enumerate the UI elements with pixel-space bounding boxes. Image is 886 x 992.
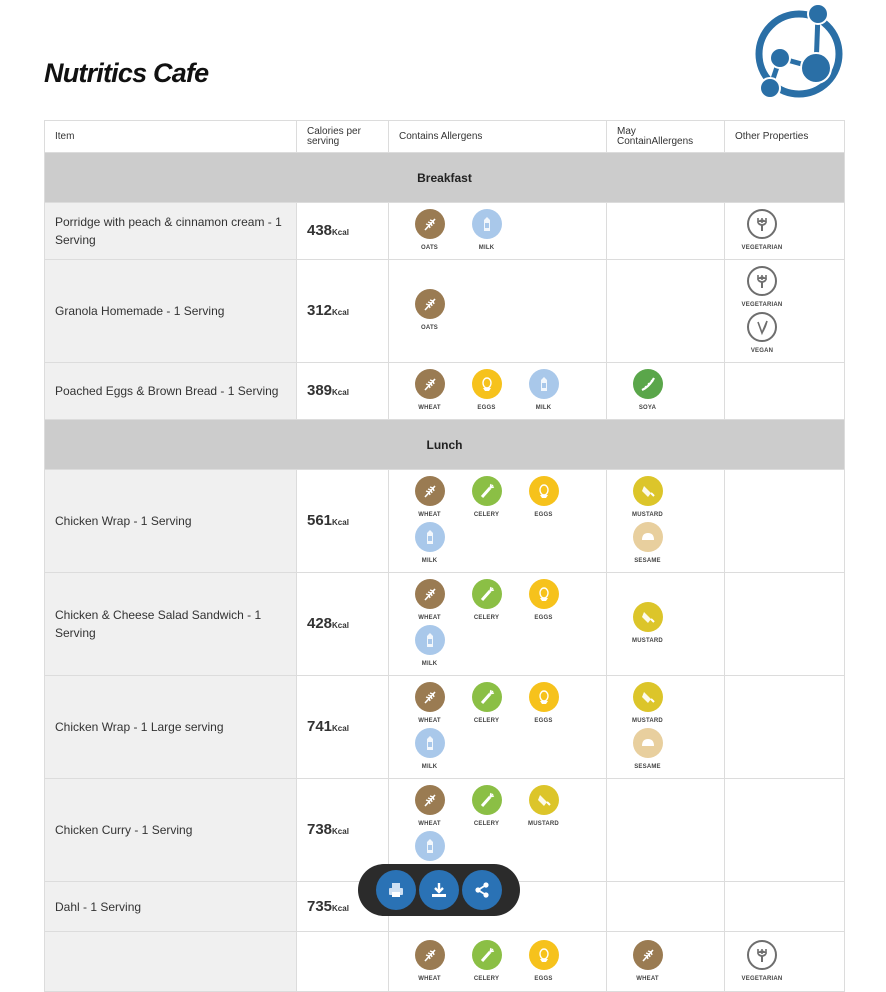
allergen-label: VEGETARIAN: [741, 245, 783, 251]
contains-cell: [389, 932, 607, 992]
allergen-label: MILK: [421, 661, 438, 667]
badge-circle: [415, 831, 445, 861]
allergen-label: CELERY: [473, 821, 500, 827]
calories-cell: [297, 203, 389, 260]
calories-value: 735: [307, 897, 333, 915]
item-name: Dahl - 1 Serving: [45, 882, 297, 932]
column-header-calories: Calories per serving: [297, 121, 389, 153]
allergen-label: MUSTARD: [528, 821, 559, 827]
allergen-badge: [619, 602, 676, 644]
mustard-icon: [639, 482, 657, 500]
calories-value: 561: [307, 512, 333, 529]
icon-list: [725, 619, 844, 629]
allergen-label: SESAME: [634, 558, 661, 564]
print-button[interactable]: [376, 870, 416, 910]
sesame-icon: [639, 528, 657, 546]
section-title: Breakfast: [45, 153, 845, 203]
allergen-label: EGGS: [477, 405, 496, 411]
allergen-label: MUSTARD: [632, 718, 663, 724]
allergen-badge: [401, 209, 458, 251]
allergen-label: WHEAT: [418, 615, 441, 621]
calories-cell: [297, 676, 389, 779]
nutritics-logo: [750, 2, 846, 102]
allergen-label: VEGETARIAN: [741, 302, 783, 308]
item-name: Chicken Wrap - 1 Large serving: [45, 676, 297, 779]
badge-circle: [747, 209, 777, 239]
floating-toolbar: [358, 864, 520, 916]
allergen-label: EGGS: [534, 718, 553, 724]
calories-value: 312: [307, 302, 333, 319]
vegetarian-icon: [753, 215, 771, 233]
contains-cell: [389, 573, 607, 676]
icon-list: [607, 363, 724, 419]
badge-circle: [633, 940, 663, 970]
allergen-badge: [515, 369, 572, 411]
item-name: Chicken Wrap - 1 Serving: [45, 470, 297, 573]
print-icon: [387, 881, 405, 899]
badge-circle: [415, 728, 445, 758]
calories-value: 738: [307, 821, 333, 838]
calories-unit: Kcal: [332, 724, 349, 733]
badge-circle: [472, 476, 502, 506]
milk-icon: [535, 375, 553, 393]
icon-list: [725, 516, 844, 526]
badge-circle: [472, 682, 502, 712]
sesame-icon: [639, 734, 657, 752]
badge-circle: [472, 940, 502, 970]
calories-value: 389: [307, 382, 333, 399]
oats-icon: [421, 215, 439, 233]
icon-list: [725, 934, 844, 990]
badge-circle: [633, 602, 663, 632]
badge-circle: [472, 369, 502, 399]
allergen-label: CELERY: [473, 975, 500, 982]
allergen-label: VEGETARIAN: [741, 975, 783, 982]
celery-icon: [478, 791, 496, 809]
allergen-badge: [515, 476, 572, 518]
allergen-badge: [733, 940, 791, 982]
allergen-badge: [733, 312, 791, 354]
allergen-badge: [401, 579, 458, 621]
badge-circle: [633, 728, 663, 758]
icon-list: [389, 470, 606, 572]
may-contain-cell: [607, 932, 725, 992]
allergen-label: WHEAT: [418, 405, 441, 411]
table-row: [45, 363, 845, 420]
item-name: [45, 932, 297, 992]
allergen-label: EGGS: [534, 512, 553, 518]
badge-circle: [415, 940, 445, 970]
wheat-icon: [421, 791, 439, 809]
icon-list: [389, 934, 606, 990]
other-cell: [725, 260, 845, 363]
allergen-badge: [401, 289, 458, 331]
allergen-label: SOYA: [638, 405, 657, 411]
badge-circle: [472, 579, 502, 609]
share-button[interactable]: [462, 870, 502, 910]
allergen-badge: [401, 522, 458, 564]
badge-circle: [472, 209, 502, 239]
other-cell: [725, 676, 845, 779]
badge-circle: [747, 312, 777, 342]
wheat-icon: [421, 946, 439, 964]
table-row: [45, 932, 845, 992]
badge-circle: [415, 369, 445, 399]
calories-unit: Kcal: [332, 827, 349, 836]
milk-icon: [421, 528, 439, 546]
contains-cell: [389, 363, 607, 420]
badge-circle: [472, 785, 502, 815]
icon-list: [607, 596, 724, 652]
allergen-badge: [401, 369, 458, 411]
other-cell: [725, 363, 845, 420]
allergen-badge: [733, 266, 791, 308]
download-button[interactable]: [419, 870, 459, 910]
contains-cell: [389, 203, 607, 260]
allergen-label: WHEAT: [418, 975, 441, 982]
calories-unit: Kcal: [332, 903, 349, 913]
allergen-badge: [458, 785, 515, 827]
vegetarian-icon: [753, 946, 771, 964]
celery-icon: [478, 482, 496, 500]
celery-icon: [478, 946, 496, 964]
badge-circle: [633, 522, 663, 552]
wheat-icon: [421, 585, 439, 603]
icon-list: [607, 226, 724, 236]
allergen-badge: [619, 522, 676, 564]
other-cell: [725, 573, 845, 676]
item-name: Chicken Curry - 1 Serving: [45, 779, 297, 882]
calories-value: 428: [307, 615, 333, 632]
allergen-label: WHEAT: [418, 821, 441, 827]
allergen-badge: [515, 785, 572, 827]
badge-circle: [529, 369, 559, 399]
other-cell: [725, 779, 845, 882]
badge-circle: [415, 579, 445, 609]
calories-cell: [297, 573, 389, 676]
badge-circle: [633, 476, 663, 506]
allergen-label: SESAME: [634, 764, 661, 770]
icon-list: [607, 934, 724, 990]
table-row: [45, 573, 845, 676]
item-name: Poached Eggs & Brown Bread - 1 Serving: [45, 363, 297, 420]
allergen-label: OATS: [420, 325, 439, 331]
calories-unit: Kcal: [332, 388, 349, 397]
badge-circle: [633, 682, 663, 712]
column-header-other: Other Properties: [725, 121, 845, 153]
egg-icon: [535, 482, 553, 500]
allergen-label: CELERY: [473, 718, 500, 724]
icon-list: [389, 676, 606, 778]
icon-list: [607, 902, 724, 912]
icon-list: [725, 902, 844, 912]
allergen-label: EGGS: [534, 615, 553, 621]
badge-circle: [633, 369, 663, 399]
icon-list: [725, 260, 844, 362]
milk-icon: [421, 631, 439, 649]
allergen-label: CELERY: [473, 512, 500, 518]
calories-unit: Kcal: [332, 621, 349, 630]
allergen-badge: [401, 785, 458, 827]
icon-list: [389, 203, 606, 259]
column-header-contains: Contains Allergens: [389, 121, 607, 153]
may-contain-cell: [607, 882, 725, 932]
allergen-badge: [619, 940, 676, 982]
allergen-label: WHEAT: [636, 975, 659, 982]
allergen-badge: [619, 476, 676, 518]
allergen-badge: [619, 369, 676, 411]
other-cell: [725, 932, 845, 992]
item-name: Chicken & Cheese Salad Sandwich - 1 Serving: [45, 573, 297, 676]
may-contain-cell: [607, 260, 725, 363]
section-row: [45, 153, 845, 203]
badge-circle: [415, 476, 445, 506]
calories-cell: [297, 260, 389, 363]
badge-circle: [415, 785, 445, 815]
allergen-label: VEGAN: [750, 348, 774, 354]
download-icon: [430, 881, 448, 899]
may-contain-cell: [607, 363, 725, 420]
allergen-badge: [401, 682, 458, 724]
may-contain-cell: [607, 676, 725, 779]
may-contain-cell: [607, 470, 725, 573]
icon-list: [725, 825, 844, 835]
mustard-icon: [639, 688, 657, 706]
allergen-badge: [458, 369, 515, 411]
allergen-badge: [458, 682, 515, 724]
allergen-label: OATS: [420, 245, 439, 251]
badge-circle: [529, 940, 559, 970]
celery-icon: [478, 585, 496, 603]
calories-unit: Kcal: [332, 228, 349, 237]
allergen-badge: [619, 682, 676, 724]
may-contain-cell: [607, 779, 725, 882]
icon-list: [607, 676, 724, 778]
icon-list: [725, 203, 844, 259]
icon-list: [389, 573, 606, 675]
allergen-label: MUSTARD: [632, 512, 663, 518]
badge-circle: [415, 682, 445, 712]
icon-list: [389, 363, 606, 419]
page-title: Nutritics Cafe: [44, 58, 209, 88]
may-contain-cell: [607, 573, 725, 676]
allergen-label: WHEAT: [418, 718, 441, 724]
column-header-may-contain: May ContainAllergens: [607, 121, 725, 153]
egg-icon: [535, 946, 553, 964]
calories-cell: [297, 363, 389, 420]
badge-circle: [747, 940, 777, 970]
allergen-label: CELERY: [473, 615, 500, 621]
allergen-badge: [458, 579, 515, 621]
allergen-badge: [458, 209, 515, 251]
milk-icon: [421, 734, 439, 752]
icon-list: [725, 386, 844, 396]
calories-unit: Kcal: [332, 518, 349, 527]
allergen-badge: [401, 625, 458, 667]
badge-circle: [415, 289, 445, 319]
may-contain-cell: [607, 203, 725, 260]
oats-icon: [421, 295, 439, 313]
table-row: [45, 470, 845, 573]
table-row: [45, 260, 845, 363]
allergen-label: MUSTARD: [632, 638, 663, 644]
allergen-badge: [515, 682, 572, 724]
other-cell: [725, 882, 845, 932]
allergen-label: WHEAT: [418, 512, 441, 518]
wheat-icon: [421, 375, 439, 393]
other-cell: [725, 470, 845, 573]
badge-circle: [529, 579, 559, 609]
soya-icon: [639, 375, 657, 393]
calories-cell: [297, 470, 389, 573]
allergen-badge: [733, 209, 791, 251]
allergen-label: MILK: [478, 245, 495, 251]
icon-list: [607, 470, 724, 572]
contains-cell: [389, 260, 607, 363]
other-cell: [725, 203, 845, 260]
allergen-badge: [401, 476, 458, 518]
nutrition-table: [44, 120, 845, 992]
icon-list: [389, 283, 606, 339]
egg-icon: [535, 688, 553, 706]
allergen-badge: [619, 728, 676, 770]
contains-cell: [389, 470, 607, 573]
table-row: [45, 203, 845, 260]
allergen-badge: [515, 940, 572, 982]
badge-circle: [415, 522, 445, 552]
icon-list: [725, 722, 844, 732]
allergen-badge: [515, 579, 572, 621]
share-icon: [473, 881, 491, 899]
icon-list: [607, 825, 724, 835]
allergen-badge: [458, 940, 515, 982]
vegan-icon: [753, 318, 771, 336]
section-row: [45, 420, 845, 470]
mustard-icon: [535, 791, 553, 809]
allergen-label: MILK: [421, 558, 438, 564]
badge-circle: [415, 625, 445, 655]
item-name: Granola Homemade - 1 Serving: [45, 260, 297, 363]
calories-value: 741: [307, 718, 333, 735]
contains-cell: [389, 676, 607, 779]
vegetarian-icon: [753, 272, 771, 290]
allergen-badge: [401, 728, 458, 770]
allergen-label: MILK: [535, 405, 552, 411]
mustard-icon: [639, 608, 657, 626]
badge-circle: [529, 682, 559, 712]
badge-circle: [415, 209, 445, 239]
egg-icon: [535, 585, 553, 603]
celery-icon: [478, 688, 496, 706]
wheat-icon: [421, 688, 439, 706]
egg-icon: [478, 375, 496, 393]
calories-cell: [297, 932, 389, 992]
item-name: Porridge with peach & cinnamon cream - 1 Serving: [45, 203, 297, 260]
allergen-badge: [458, 476, 515, 518]
table-row: [45, 676, 845, 779]
calories-value: 438: [307, 222, 333, 239]
allergen-label: MILK: [421, 764, 438, 770]
milk-icon: [421, 837, 439, 855]
table-header-row: [45, 121, 845, 153]
badge-circle: [529, 785, 559, 815]
allergen-label: EGGS: [534, 975, 553, 982]
allergen-badge: [401, 940, 458, 982]
wheat-icon: [421, 482, 439, 500]
milk-icon: [478, 215, 496, 233]
wheat-icon: [639, 946, 657, 964]
column-header-item: Item: [45, 121, 297, 153]
icon-list: [607, 306, 724, 316]
badge-circle: [529, 476, 559, 506]
badge-circle: [747, 266, 777, 296]
calories-unit: Kcal: [332, 308, 349, 317]
section-title: Lunch: [45, 420, 845, 470]
